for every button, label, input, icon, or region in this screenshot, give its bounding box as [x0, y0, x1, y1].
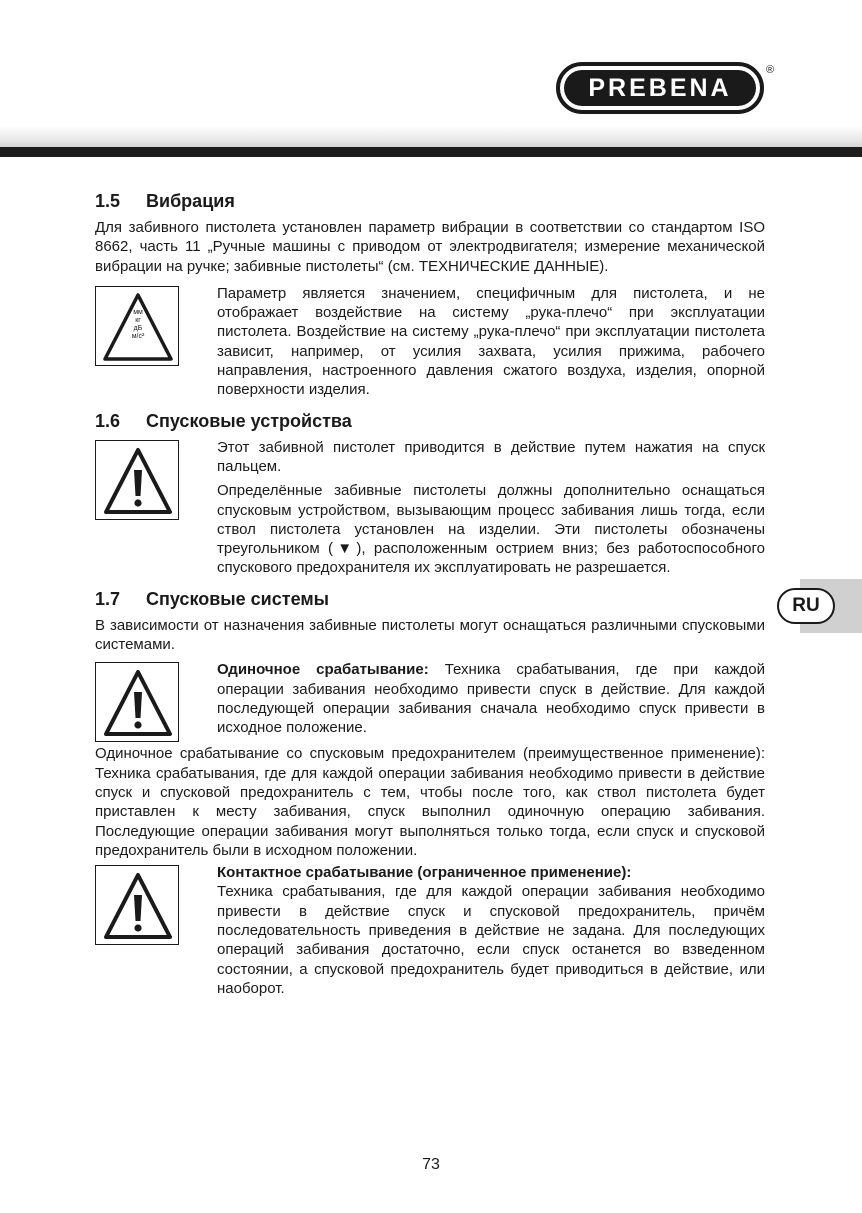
vibration-note-row: [95, 284, 765, 400]
section-number: 1.5: [95, 191, 121, 211]
vibration-note: Параметр является значением, специфичным для пистолета, и не отображает воздействие на систему „рука-плечо“ при эксплуатации пистолета. Воздействие на систему „рука-плечо“ при эксплуатации пистолета зависит, например, от усилия захвата, усилия прижима, рабочего направления, настроенного давления сжатого воздуха, изделия, опорной поверхности изделия.: [217, 284, 765, 399]
icon-label-db: дБ: [133, 324, 143, 332]
triggers-p2: Определённые забивные пистолеты должны дополнительно оснащаться спусковым устройством, вызывающим процесс забивания лишь тогда, если ствол пистолета установлен на изделии. Эти пистолеты обозначены треугольником (▼), расположенным острием вниз; без работоспособного спускового предохранителя их эксплуатировать не разрешается.: [217, 482, 765, 577]
warning-icon: [95, 865, 179, 945]
single-trigger-title: Одиночное срабатывание:: [217, 661, 429, 679]
contact-trigger-text: Техника срабатывания, где для каждой операции забивания необходимо привести в действие спуск и спусковой предохранитель, причём последовательность приведения в действие не задана. Для последующих операций забивания достаточно, если спуск останется во взведенном состоянии, а спусковой предохранитель будет приводиться в действие, или наоборот.: [217, 883, 765, 997]
vibration-intro: Для забивного пистолета установлен параметр вибрации в соответствии со стандартом ISO 8662, часть 11 „Ручные машины с приводом от электродвигателя; измерение механической вибрации на ручке; забивные пистолеты“ (см. ТЕХНИЧЕСКИЕ ДАННЫЕ).: [95, 219, 765, 275]
language-badge: RU: [777, 588, 835, 624]
header-band: [0, 126, 862, 148]
section-number: 1.7: [95, 588, 121, 609]
header-bar: [0, 147, 862, 157]
icon-label-ms2: м/с²: [131, 332, 145, 340]
single-trigger-text: [217, 660, 765, 737]
registered-mark: ®: [766, 64, 775, 76]
section-number: 1.6: [95, 410, 121, 431]
triggers-row: [95, 438, 765, 578]
contact-trigger-title: Контактное срабатывание (ограниченное применение):: [217, 864, 632, 882]
section-heading-vibration: [95, 190, 765, 212]
brand-name: PREBENA: [564, 70, 756, 106]
section-title: Спусковые устройства: [146, 410, 352, 431]
single-safety-text: Одиночное срабатывание со спусковым предохранителем (преимущественное применение): Техника срабатывания, где для каждой операции забивания необходимо привести в действие спуск и спусковой предохранитель с тем, чтобы после того, как ствол пистолета будет приставлен к месту забивания, спуск выполнил одиночную операцию забивания. Последующие операции забивания могут выполняться только тогда, если спуск и спусковой предохранитель были в исходном положении.: [95, 745, 765, 859]
triggers-p1: Этот забивной пистолет приводится в действие путем нажатия на спуск пальцем.: [217, 438, 765, 475]
icon-label-mm: мм: [133, 308, 143, 316]
page-number: 73: [422, 1156, 440, 1173]
section-title: Спусковые системы: [146, 588, 330, 609]
brand-logo: [556, 62, 764, 114]
warning-icon: [95, 662, 179, 742]
section-heading-triggers: [95, 410, 765, 432]
page-content: [95, 190, 765, 998]
section-heading-trigger-systems: [95, 588, 765, 610]
trigger-systems-intro: В зависимости от назначения забивные пистолеты могут оснащаться различными спусковыми системами.: [95, 616, 765, 654]
contact-trigger-row: [95, 863, 765, 998]
single-trigger-row: [95, 660, 765, 742]
vibration-info-icon: [95, 286, 179, 366]
warning-icon: [95, 440, 179, 520]
icon-label-kg: кг: [135, 316, 141, 324]
section-title: Вибрация: [146, 191, 235, 211]
single-trigger-desc: Техника срабатывания, где при каждой операции забивания необходимо привести спуск в действие. Для каждой последующей операции забивания сначала необходимо спуск привести в исходное положение.: [217, 661, 765, 737]
